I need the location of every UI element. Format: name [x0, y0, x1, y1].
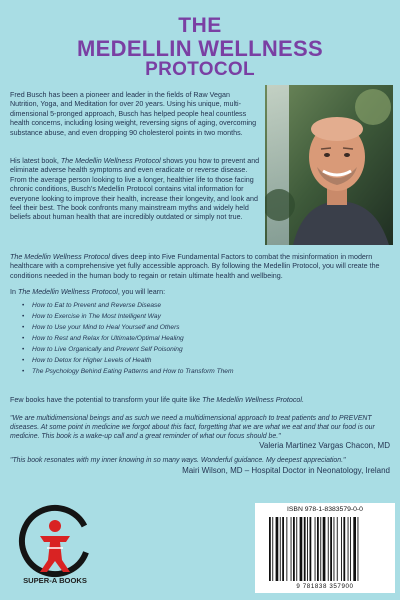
few-pre: Few books have the potential to transform your life quite like	[10, 396, 203, 404]
few-title: The Medellin Wellness Protocol.	[202, 396, 304, 404]
title-line-2: MEDELLIN WELLNESS	[77, 36, 323, 61]
testimonial-2-author: Mairi Wilson, MD – Hospital Doctor in Neonatology, Ireland	[182, 466, 390, 475]
learn-intro	[10, 288, 392, 297]
transform-line	[10, 396, 392, 405]
book-desc-post: shows you how to prevent and eliminate adverse health symptoms and even eradicate or reverse disease. From the average person looking to live a longer, healthier life to those facing chronic conditions, Busch's Medellin Protocol contains vital information for everyone looking to improve their health, increase their longevity, and look and feel their best. The book confronts many mainstream myths and widely held beliefs about human health that are incredibly outdated or simply not true.	[10, 157, 260, 222]
title-line-3: PROTOCOL	[145, 59, 255, 80]
list-item: • How to Eat to Prevent and Reverse Disease	[22, 300, 382, 311]
list-item: • How to Exercise in The Most Intelligent Way	[22, 311, 382, 322]
title-line-1: THE	[178, 14, 222, 37]
learn-post: , you will learn:	[117, 288, 166, 296]
book-desc-title: The Medellin Wellness Protocol	[60, 157, 161, 165]
book-description	[10, 157, 260, 223]
author-bio: Fred Busch has been a pioneer and leader in the fields of Raw Vegan Nutrition, Yoga, and Meditation for over 20 years. Using his unique, multi-dimensional 5-pronged approach, Busch has helped people heal countless health concerns, including losing weight, reversing signs of aging, overcoming substance abuse, and even dropping 90 cholesterol points in two months.	[10, 91, 257, 137]
learn-title: The Medellin Wellness Protocol	[17, 288, 118, 296]
learn-pre: In	[10, 288, 18, 296]
author-photo	[265, 85, 393, 245]
barcode-digits: 9 781838 357900	[296, 583, 354, 590]
book-desc-pre: His latest book,	[10, 157, 61, 165]
dives-post: dives deep into Five Fundamental Factors to combat the misinformation in modern healthcare with a comprehensive yet fully accessible approach. By following the Medellin Protocol, you will create the conditions needed in the human body to regain or retain ultimate health and wellbeing.	[10, 253, 380, 280]
barcode-box	[255, 503, 395, 593]
testimonial-1: "We are multidimensional beings and as such we need a multidimensional approach to treat patients and to PREVENT diseases. At some point in medicine we forgot about this fact, forgetting that we are what we eat and that our food is our medicine. This book is a wake-up call and a great reminder of what our focus should be."	[10, 415, 375, 441]
list-item: • The Psychology Behind Eating Patterns and How to Transform Them	[22, 366, 382, 377]
publisher-name: SUPER-A BOOKS	[23, 576, 87, 585]
testimonial-2: "This book resonates with my inner knowing in so many ways. Wonderful guidance. My deepest appreciation."	[10, 457, 346, 464]
five-factors-paragraph	[10, 253, 392, 281]
barcode-icon	[255, 503, 395, 593]
learning-points-list	[22, 300, 382, 377]
list-item: • How to Rest and Relax for Ultimate/Optimal Healing	[22, 333, 382, 344]
testimonial-1-author: Valeria Martinez Vargas Chacon, MD	[259, 441, 390, 450]
isbn-number: ISBN 978-1-8383579-0-0	[287, 506, 363, 513]
list-item: • How to Live Organically and Prevent Self Poisoning	[22, 344, 382, 355]
list-item: • How to Detox for Higher Levels of Health	[22, 355, 382, 366]
list-item: • How to Use your Mind to Heal Yourself and Others	[22, 322, 382, 333]
dives-title: The Medellin Wellness Protocol	[10, 253, 110, 261]
author-portrait-image	[265, 85, 393, 245]
